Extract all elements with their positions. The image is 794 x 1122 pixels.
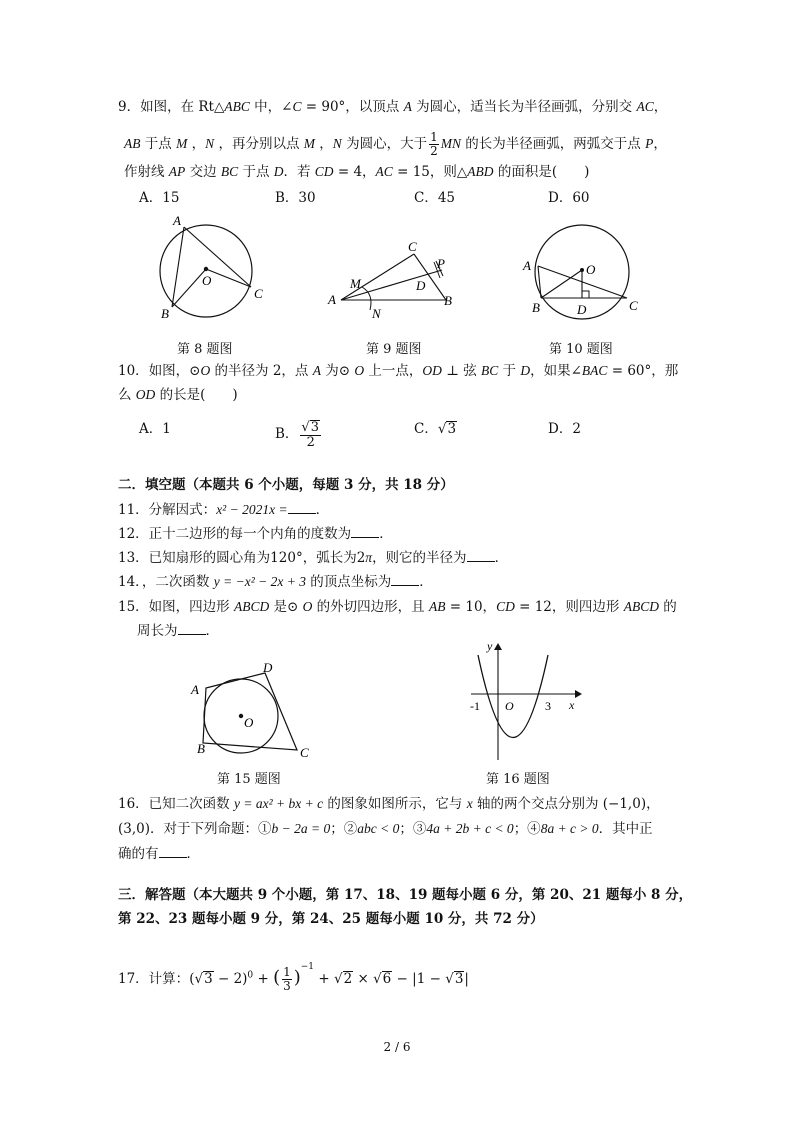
fig16-label-x: x bbox=[569, 698, 575, 712]
fig9-label-n: N bbox=[372, 306, 381, 321]
fig9-label-m: M bbox=[350, 276, 361, 291]
fig8-label-c: C bbox=[254, 286, 263, 301]
fig10-label-c: C bbox=[629, 298, 638, 313]
figure-9 bbox=[322, 238, 462, 323]
fig15-label-d: D bbox=[263, 660, 273, 675]
q9-option-d: D．60 bbox=[548, 190, 590, 206]
fig9-label-p: P bbox=[437, 256, 445, 271]
q10-option-d: D．2 bbox=[548, 421, 581, 437]
q10-line1: 10．如图，⊙O 的半径为 2，点 A 为⊙ O 上一点，OD ⊥ 弦 BC 于 D，如果∠BAC = 60°，那 bbox=[118, 363, 679, 379]
fig10-caption: 第 10 题图 bbox=[549, 342, 613, 357]
fig9-caption: 第 9 题图 bbox=[366, 342, 422, 357]
section-3-heading-line2: 第 22、23 题每小题 9 分，第 24、25 题每小题 10 分，共 72 分） bbox=[118, 911, 544, 927]
fig8-label-o: O bbox=[202, 273, 212, 288]
figure-16 bbox=[465, 640, 585, 765]
q17: 17．计算：$(√3 - 2)^0$ + ( $\frac{1}{3}$ )$^{-1}$ + √2 × √6 − |1 − √3| bbox=[118, 962, 469, 993]
fig8-center-dot bbox=[204, 267, 208, 271]
fig9-label-c: C bbox=[408, 239, 417, 254]
q15-line1: 15．如图，四边形 ABCD 是⊙ O 的外切四边形，且 AB = 10，CD = 12，则四边形 ABCD 的 bbox=[118, 599, 677, 615]
fig15-center-dot bbox=[239, 714, 243, 718]
fig16-label-y: y bbox=[487, 640, 493, 653]
fig16-caption: 第 16 题图 bbox=[486, 772, 550, 787]
q9-option-a: A．15 bbox=[139, 190, 180, 206]
q9-line2: AB 于点 M ，N ，再分别以点 M ，N 为圆心，大于 $\frac{1}{2}$ MN 的长为半径画弧，两弧交于点 P， bbox=[124, 130, 667, 158]
fig10-label-a: A bbox=[523, 258, 531, 273]
fig9-arc-mn bbox=[362, 287, 371, 310]
fig15-label-b: B bbox=[197, 741, 205, 756]
q14: 14．，二次函数 y = −x² − 2x + 3 的顶点坐标为 ． bbox=[118, 574, 433, 590]
fig15-label-o: O bbox=[244, 715, 254, 730]
fig8-label-b: B bbox=[161, 306, 169, 321]
fig16-label-o: O bbox=[505, 699, 514, 713]
q10-option-a: A．1 bbox=[139, 421, 171, 437]
q12: 12．正十二边形的每一个内角的度数为 ． bbox=[118, 526, 393, 542]
section-3-heading-line1: 三．解答题（本大题共 9 个小题，第 17、18、19 题每小题 6 分，第 20、21 题每小 8 分， bbox=[118, 887, 693, 903]
q10-option-c: C．√3 bbox=[414, 421, 457, 437]
fig8-caption: 第 8 题图 bbox=[177, 342, 233, 357]
fig16-x-arrow bbox=[575, 690, 582, 698]
q9-line1: 9．如图，在 Rt△ABC 中，∠C = 90°，以顶点 A 为圆心，适当长为半径画弧，分别交 AC， bbox=[118, 99, 668, 115]
figure-10 bbox=[518, 222, 648, 322]
fig8-segment-oc bbox=[206, 269, 251, 287]
fig10-label-d: D bbox=[577, 302, 587, 317]
fig16-parabola bbox=[478, 655, 548, 738]
fig8-segment-ac bbox=[184, 227, 251, 287]
q11: 11．分解因式：x² − 2021x = ． bbox=[118, 502, 330, 518]
fig10-label-o: O bbox=[586, 262, 596, 277]
fig9-label-d: D bbox=[416, 278, 426, 293]
fig8-label-a: A bbox=[173, 213, 181, 228]
q16-line3: 确的有 ． bbox=[118, 846, 200, 862]
fig16-label-3: 3 bbox=[545, 699, 551, 713]
q9-line3: 作射线 AP 交边 BC 于点 D．若 CD = 4，AC = 15，则△ABD 的面积是( ) bbox=[124, 164, 590, 180]
fig15-label-c: C bbox=[300, 745, 309, 760]
section-2-heading: 二．填空题（本题共 6 个小题，每题 3 分，共 18 分） bbox=[118, 477, 454, 493]
fig16-label-neg1: -1 bbox=[470, 699, 480, 713]
figure-15 bbox=[188, 660, 318, 760]
fig15-quadrilateral bbox=[203, 673, 297, 750]
q9-fraction: $\frac{1}{2}$ bbox=[430, 130, 438, 158]
page-number: 2 / 6 bbox=[383, 1040, 411, 1054]
q16-line1: 16．已知二次函数 y = ax² + bx + c 的图象如图所示，它与 x 轴的两个交点分别为 (−1,0)， bbox=[118, 796, 660, 812]
q13: 13．已知扇形的圆心角为120°，弧长为2π，则它的半径为 ． bbox=[118, 550, 509, 566]
fig9-label-a: A bbox=[328, 292, 336, 307]
q10-line2: 么 OD 的长是( ) bbox=[118, 387, 238, 403]
q9-option-b: B．30 bbox=[275, 190, 316, 206]
fig10-right-angle bbox=[582, 291, 589, 298]
fig10-label-b: B bbox=[532, 300, 540, 315]
fig9-label-b: B bbox=[444, 293, 452, 308]
figure-8 bbox=[150, 212, 270, 322]
q16-line2: (3,0)．对于下列命题：①b − 2a = 0；②abc < 0；③4a + 2b + c < 0；④8a + c > 0．其中正 bbox=[118, 821, 653, 837]
q15-line2: 周长为 ． bbox=[137, 623, 219, 639]
fig16-y-arrow bbox=[494, 643, 502, 650]
q10-option-b: B． $\frac{√3}{2}$ bbox=[275, 420, 319, 450]
fig15-label-a: A bbox=[191, 682, 199, 697]
fig15-caption: 第 15 题图 bbox=[217, 772, 281, 787]
q9-option-c: C．45 bbox=[414, 190, 456, 206]
fig10-center-dot bbox=[580, 268, 584, 272]
